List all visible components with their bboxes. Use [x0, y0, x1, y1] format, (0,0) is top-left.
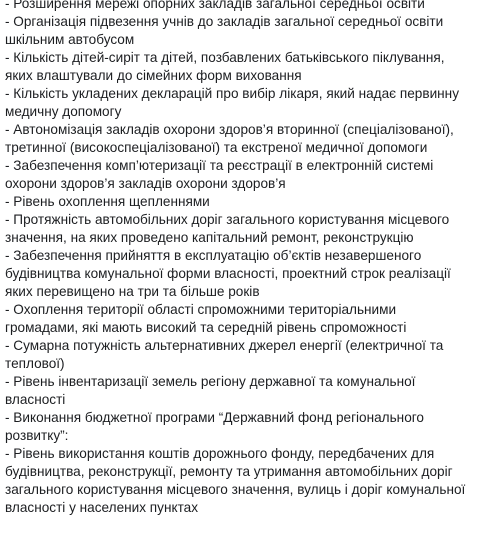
list-item: - Виконання бюджетної програми “Державний фонд регіонального розвитку”:: [5, 410, 424, 443]
list-item: - Рівень інвентаризації земель регіону державної та комунальної власності: [5, 374, 416, 407]
list-item: - Охоплення території області спроможними територіальними громадами, які мають високий та середній рівень спроможності: [5, 302, 407, 335]
list-item: - Кількість укладених декларацій про вибір лікаря, який надає первинну медичну допомогу: [5, 86, 459, 119]
list-item: - Забезпечення прийняття в експлуатацію об’єктів незавершеного будівництва комунальної форми власності, проектний строк реалізації яких перевищено на три та більше років: [5, 248, 451, 299]
list-item: - Організація підвезення учнів до закладів загальної середньої освіти шкільним автобусом: [5, 14, 444, 47]
list-item: - Рівень використання коштів дорожнього фонду, передбачених для будівництва, реконструкції, ремонту та утримання автомобільних доріг загального користування місцевого значення, вулиць і доріг комунальної власності у населених пунктах: [5, 446, 466, 515]
list-item: - Розширення мережі опорних закладів загальної середньої освіти: [5, 0, 425, 11]
list-item: - Сумарна потужність альтернативних джерел енергії (електричної та теплової): [5, 338, 444, 371]
list-item: - Забезпечення комп’ютеризації та реєстрації в електронній системі охорони здоров’я закладів охорони здоров’я: [5, 158, 434, 191]
list-item: - Автономізація закладів охорони здоров’я вторинної (спеціалізованої), третинної (високоспеціалізованої) та екстреної медичної допомоги: [5, 122, 454, 155]
list-item: - Протяжність автомобільних доріг загального користування місцевого значення, на яких проведено капітальний ремонт, реконструкцію: [5, 212, 450, 245]
list-item: - Рівень охоплення щепленнями: [5, 194, 210, 209]
list-item: - Кількість дітей-сиріт та дітей, позбавлених батьківського піклування, яких влаштували до сімейних форм виховання: [5, 50, 445, 83]
